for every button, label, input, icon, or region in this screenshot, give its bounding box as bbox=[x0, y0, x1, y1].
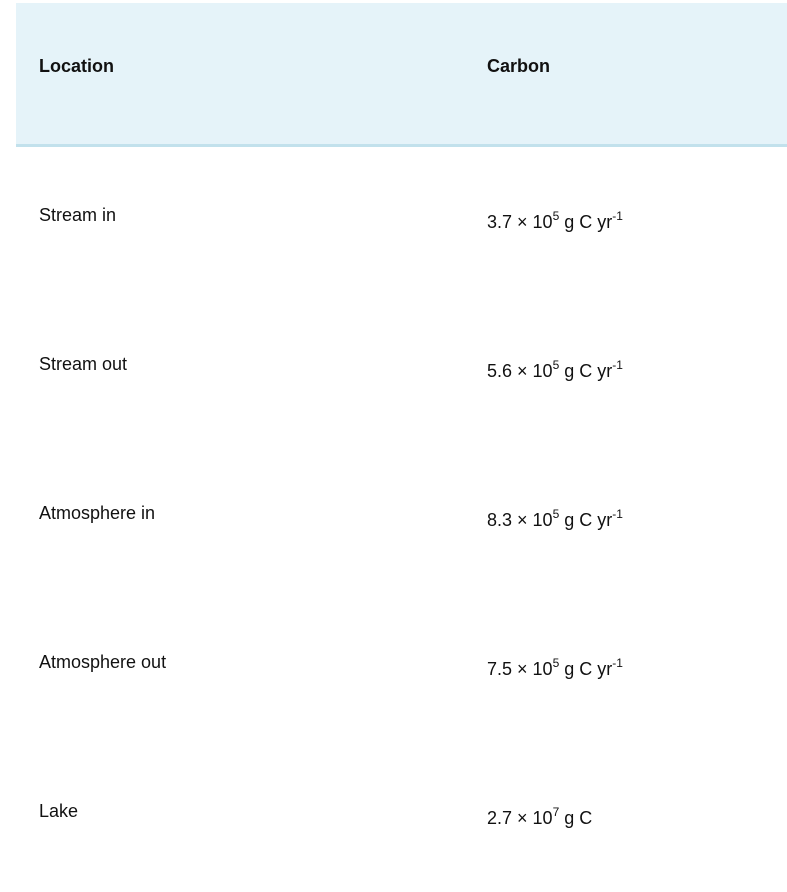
carbon-unit: g C bbox=[559, 808, 592, 828]
table-row bbox=[16, 296, 787, 445]
carbon-mantissa: 3.7 × 10 bbox=[487, 212, 553, 232]
table-header-row bbox=[16, 3, 787, 146]
location-cell: Stream out bbox=[16, 296, 464, 445]
carbon-unit: g C yr bbox=[559, 510, 612, 530]
carbon-cell bbox=[464, 743, 787, 892]
carbon-mantissa: 8.3 × 10 bbox=[487, 510, 553, 530]
location-cell: Stream in bbox=[16, 146, 464, 297]
carbon-mantissa: 5.6 × 10 bbox=[487, 361, 553, 381]
table-row bbox=[16, 445, 787, 594]
carbon-unit: g C yr bbox=[559, 361, 612, 381]
table-body bbox=[16, 146, 787, 892]
table-header bbox=[16, 3, 787, 146]
unit-exponent: -1 bbox=[612, 656, 623, 670]
carbon-exponent: 5 bbox=[553, 209, 560, 223]
location-column-header: Location bbox=[16, 3, 464, 146]
unit-exponent: -1 bbox=[612, 209, 623, 223]
carbon-exponent: 5 bbox=[553, 358, 560, 372]
table-row bbox=[16, 146, 787, 297]
location-cell: Atmosphere in bbox=[16, 445, 464, 594]
unit-exponent: -1 bbox=[612, 358, 623, 372]
carbon-unit: g C yr bbox=[559, 212, 612, 232]
carbon-mantissa: 7.5 × 10 bbox=[487, 659, 553, 679]
carbon-exponent: 7 bbox=[553, 805, 560, 819]
location-cell: Lake bbox=[16, 743, 464, 892]
carbon-cell bbox=[464, 296, 787, 445]
carbon-budget-table bbox=[16, 3, 787, 892]
location-cell: Atmosphere out bbox=[16, 594, 464, 743]
table-row bbox=[16, 594, 787, 743]
carbon-cell bbox=[464, 146, 787, 297]
carbon-mantissa: 2.7 × 10 bbox=[487, 808, 553, 828]
carbon-unit: g C yr bbox=[559, 659, 612, 679]
carbon-cell bbox=[464, 445, 787, 594]
carbon-column-header: Carbon bbox=[464, 3, 787, 146]
table-row bbox=[16, 743, 787, 892]
unit-exponent: -1 bbox=[612, 507, 623, 521]
carbon-exponent: 5 bbox=[553, 507, 560, 521]
carbon-cell bbox=[464, 594, 787, 743]
carbon-budget-table-container bbox=[16, 3, 787, 892]
carbon-exponent: 5 bbox=[553, 656, 560, 670]
